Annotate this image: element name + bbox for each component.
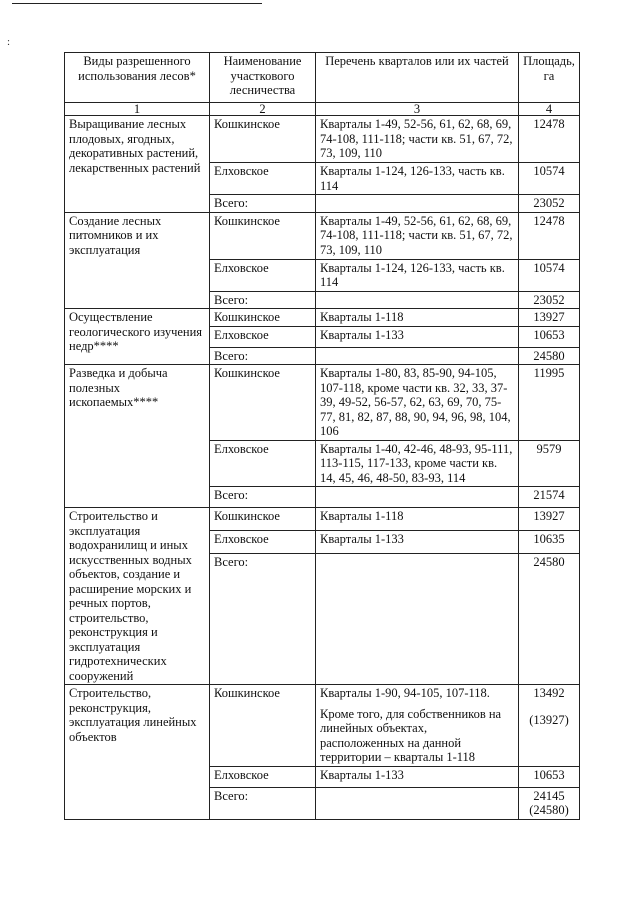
column-number: 3 — [316, 103, 519, 116]
area-cell: 11995 — [519, 365, 580, 441]
area-cell: 10653 — [519, 326, 580, 347]
total-label: Всего: — [210, 291, 316, 309]
area-cell: 12478 — [519, 116, 580, 163]
area-value: 13492 — [533, 686, 565, 700]
table-row — [65, 212, 580, 259]
quarters-cell: Кварталы 1-124, 126-133, часть кв. 114 — [316, 259, 519, 291]
quarters-cell — [316, 554, 519, 685]
forestry-cell: Кошкинское — [210, 212, 316, 259]
forestry-cell: Кошкинское — [210, 116, 316, 163]
column-number: 1 — [65, 103, 210, 116]
total-label: Всего: — [210, 787, 316, 819]
total-label: Всего: — [210, 487, 316, 508]
header-use-type: Виды разрешенного использования лесов* — [65, 53, 210, 103]
total-label: Всего: — [210, 347, 316, 365]
table-row — [65, 685, 580, 767]
table-row — [65, 365, 580, 441]
forestry-cell: Кошкинское — [210, 365, 316, 441]
use-type-cell: Разведка и добыча полезных ископаемых**** — [65, 365, 210, 508]
forestry-cell: Елховское — [210, 531, 316, 554]
quarters-cell: Кварталы 1-49, 52-56, 61, 62, 68, 69, 74-108, 111-118; части кв. 51, 67, 72, 73, 109, 110 — [316, 212, 519, 259]
quarters-cell: Кварталы 1-133 — [316, 531, 519, 554]
area-cell: 10574 — [519, 259, 580, 291]
forestry-cell: Кошкинское — [210, 508, 316, 531]
area-cell: 9579 — [519, 440, 580, 487]
quarters-cell: Кварталы 1-49, 52-56, 61, 62, 68, 69, 74-108, 111-118; части кв. 51, 67, 72, 73, 109, 110 — [316, 116, 519, 163]
forestry-cell: Кошкинское — [210, 685, 316, 767]
total-value: 24145 — [533, 788, 565, 803]
forestry-cell: Елховское — [210, 326, 316, 347]
area-cell — [519, 685, 580, 767]
quarters-cell: Кварталы 1-133 — [316, 326, 519, 347]
total-area: 24580 — [519, 347, 580, 365]
top-rule — [12, 3, 262, 4]
use-type-cell: Строительство и эксплуатация водохранилищ и иных искусственных водных объектов, создание и расширение морских и речных портов, строительство, реконструкция и эксплуатация гидротехнических сооружений — [65, 508, 210, 685]
total-label: Всего: — [210, 554, 316, 685]
header-quarters: Перечень кварталов или их частей — [316, 53, 519, 103]
area-cell: 10653 — [519, 766, 580, 787]
use-type-cell: Выращивание лесных плодовых, ягодных, декоративных растений, лекарственных растений — [65, 116, 210, 213]
quarters-cell: Кварталы 1-124, 126-133, часть кв. 114 — [316, 163, 519, 195]
column-number: 2 — [210, 103, 316, 116]
total-label: Всего: — [210, 195, 316, 213]
area-cell: 12478 — [519, 212, 580, 259]
total-area: 24580 — [519, 554, 580, 685]
forestry-cell: Елховское — [210, 440, 316, 487]
quarters-cell: Кварталы 1-133 — [316, 766, 519, 787]
total-area — [519, 787, 580, 819]
area-cell: 10574 — [519, 163, 580, 195]
quarters-cell — [316, 347, 519, 365]
margin-mark: : — [7, 36, 11, 48]
use-type-cell: Строительство, реконструкция, эксплуатация линейных объектов — [65, 685, 210, 820]
table-row — [65, 309, 580, 327]
header-area: Площадь, га — [519, 53, 580, 103]
area-cell: 10635 — [519, 531, 580, 554]
quarters-cell — [316, 487, 519, 508]
quarters-cell: Кварталы 1-118 — [316, 309, 519, 327]
quarters-cell — [316, 787, 519, 819]
total-area: 23052 — [519, 195, 580, 213]
table-row — [65, 116, 580, 163]
quarters-cell — [316, 291, 519, 309]
use-type-cell: Создание лесных питомников и их эксплуатация — [65, 212, 210, 309]
area-cell: 13927 — [519, 508, 580, 531]
column-number-row — [65, 103, 580, 116]
use-type-cell: Осуществление геологического изучения недр**** — [65, 309, 210, 365]
forest-use-table — [64, 52, 580, 820]
table-header-row — [65, 53, 580, 103]
quarters-text: Кварталы 1-90, 94-105, 107-118. — [320, 686, 490, 700]
quarters-cell — [316, 195, 519, 213]
quarters-note: Кроме того, для собственников на линейных объектах, расположенных на данной территории – кварталы 1-118 — [320, 706, 502, 764]
area-cell: 13927 — [519, 309, 580, 327]
quarters-cell — [316, 685, 519, 767]
quarters-cell: Кварталы 1-80, 83, 85-90, 94-105, 107-118, кроме части кв. 32, 33, 37-39, 49-52, 56-57, 62, 63, 69, 70, 75-77, 81, 82, 87, 88, 90, 94, 96, 98, 104, 106 — [316, 365, 519, 441]
total-area: 21574 — [519, 487, 580, 508]
table-row — [65, 508, 580, 531]
forestry-cell: Елховское — [210, 259, 316, 291]
quarters-cell: Кварталы 1-40, 42-46, 48-93, 95-111, 113-115, 117-133, кроме части кв. 14, 45, 46, 48-50, 83-93, 114 — [316, 440, 519, 487]
column-number: 4 — [519, 103, 580, 116]
header-forestry: Наименование участкового лесничества — [210, 53, 316, 103]
forestry-cell: Елховское — [210, 163, 316, 195]
total-value-alt: (24580) — [529, 803, 569, 817]
forestry-cell: Кошкинское — [210, 309, 316, 327]
area-value-alt: (13927) — [529, 712, 569, 727]
total-area: 23052 — [519, 291, 580, 309]
quarters-cell: Кварталы 1-118 — [316, 508, 519, 531]
forestry-cell: Елховское — [210, 766, 316, 787]
